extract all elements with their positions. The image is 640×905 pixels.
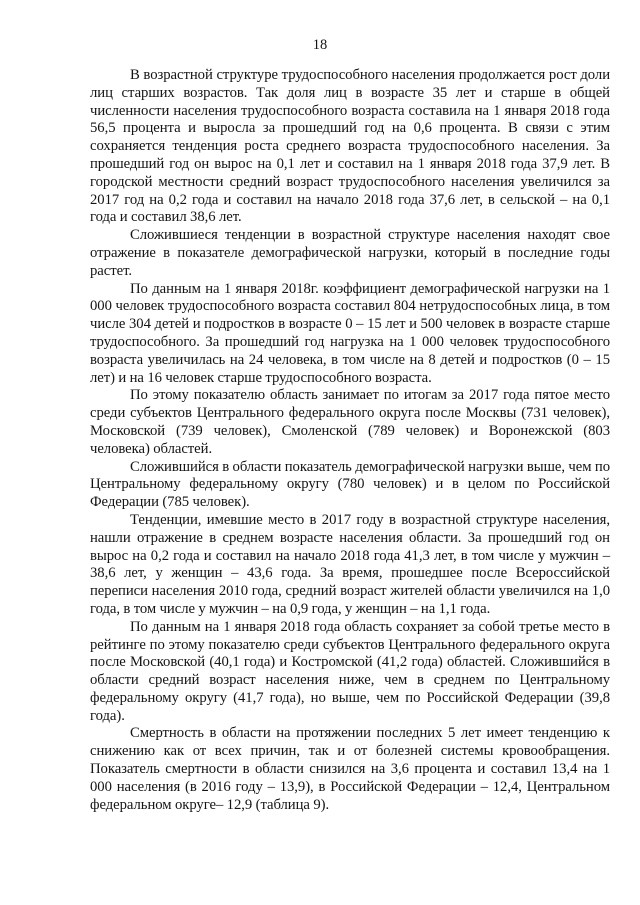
paragraph-average-age-ranking: По данным на 1 января 2018 года область сохраняет за собой третье место в рейтинге по этому показателю среди субъектов Центрального федерального округа после Московской (40,1 года) и Костромской (41,2 года) областей. Сложившийся в области средний возраст населения ниже, чем в среднем по Центральному федеральному округу (41,7 года), но выше, чем по Российской Федерации (39,8 года).	[90, 618, 610, 724]
document-body	[90, 67, 610, 814]
paragraph-demographic-load-coefficient: По данным на 1 января 2018г. коэффициент демографической нагрузки на 1 000 человек трудоспособного возраста составил 804 нетрудоспособных лица, в том числе 304 детей и подростков в возрасте 0 – 15 лет и 500 человек в возрасте старше трудоспособного. За прошедший год нагрузка на 1 000 человек трудоспособного возраста увеличилась на 24 человека, в том числе на 8 детей и подростков (0 – 15 лет) и на 16 человек старше трудоспособного возраста.	[90, 280, 610, 386]
paragraph-load-comparison: Сложившийся в области показатель демографической нагрузки выше, чем по Центральному федеральному округу (780 человек) и в целом по Российской Федерации (785 человек).	[90, 458, 610, 511]
paragraph-demographic-load-intro: Сложившиеся тенденции в возрастной структуре населения находят свое отражение в показателе демографической нагрузки, который в последние годы растет.	[90, 227, 610, 279]
paragraph-average-age: Тенденции, имевшие место в 2017 году в возрастной структуре населения, нашли отражение в среднем возрасте населения области. За прошедший год он вырос на 0,2 года и составил на начало 2018 года 41,3 лет, в том числе у мужчин – 38,6 лет, у женщин – 43,6 года. За время, прошедшее после Всероссийской переписи населения 2010 года, средний возраст жителей области увеличился на 1,0 года, в том числе у мужчин – на 0,9 года, у женщин – на 1,1 года.	[90, 511, 610, 617]
page-number: 18	[312, 37, 328, 53]
paragraph-working-age-structure: В возрастной структуре трудоспособного населения продолжается рост доли лиц старших возрастов. Так доля лиц в возрасте 35 лет и старше в общей численности населения трудоспособного возраста составила на 1 января 2018 года 56,5 процента и выросла за прошедший год на 0,6 процента. В связи с этим сохраняется тенденция роста среднего возраста трудоспособного населения. За прошедший год он вырос на 0,1 лет и составил на 1 января 2018 года 37,9 лет. В городской местности средний возраст трудоспособного населения увеличился за 2017 год на 0,2 года и составил на начало 2018 года 37,6 лет, в сельской – на 0,1 года и составил 38,6 лет.	[90, 67, 610, 226]
paragraph-mortality: Смертность в области на протяжении последних 5 лет имеет тенденцию к снижению как от всех причин, так и от болезней системы кровообращения. Показатель смертности в области снизился на 3,6 процента и составил 13,4 на 1 000 населения (в 2016 году – 13,9), в Российской Федерации – 12,4, Центральном федеральном округе– 12,9 (таблица 9).	[90, 725, 610, 813]
paragraph-region-ranking: По этому показателю область занимает по итогам за 2017 года пятое место среди субъектов Центрального федерального округа после Москвы (731 человек), Московской (739 человек), Смоленской (789 человек) и Воронежской (803 человека) областей.	[90, 387, 610, 457]
